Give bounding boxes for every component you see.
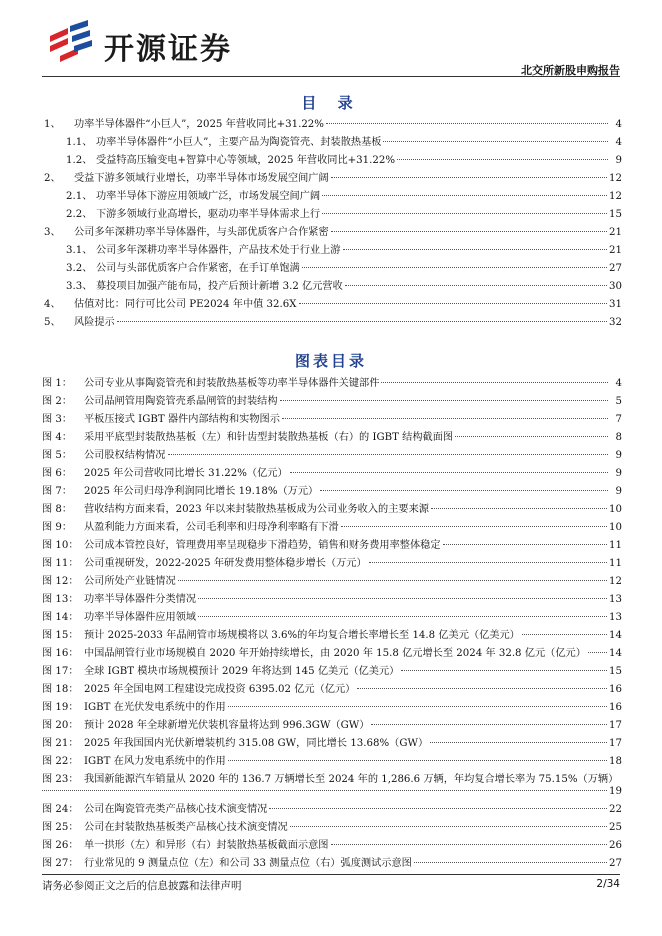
- dot-leader: [430, 742, 607, 743]
- figure-entry-number: 图 10：: [42, 540, 79, 551]
- figure-entry-number: 图 21：: [42, 738, 79, 749]
- figure-entry[interactable]: [42, 500, 622, 518]
- dot-leader: [198, 616, 607, 617]
- figure-list: [42, 374, 622, 872]
- figure-entry-text: 采用平底型封装散热基板（左）和针齿型封装散热基板（右）的 IGBT 结构截面图: [84, 432, 454, 443]
- figure-entry-page: 26: [609, 840, 622, 851]
- dot-leader: [280, 400, 608, 401]
- toc-entry[interactable]: [42, 133, 622, 151]
- dot-leader: [117, 321, 607, 322]
- dot-leader: [431, 508, 607, 509]
- toc-entry[interactable]: [42, 277, 622, 295]
- figure-entry-text: 预计 2028 年全球新增光伏装机容量将达到 996.3GW（GW）: [84, 720, 370, 731]
- figure-entry[interactable]: [42, 716, 622, 734]
- toc-entry-number: 2、: [44, 173, 61, 184]
- dot-leader: [178, 580, 607, 581]
- figure-entry-page: 14: [609, 648, 622, 659]
- dot-leader: [302, 267, 607, 268]
- figure-entry-text: 公司在封装散热基板类产品核心技术演变情况: [84, 822, 288, 833]
- dot-leader: [42, 790, 607, 791]
- toc-entry-page: 32: [609, 317, 622, 328]
- figure-entry-page: 19: [609, 786, 622, 797]
- toc-entry-text: 受益特高压输变电+智算中心等领域，2025 年营收同比+31.22%: [96, 155, 396, 166]
- figure-entry-text: 公司重视研发，2022-2025 年研发费用整体稳步增长（万元）: [84, 558, 367, 569]
- figure-entry-text: 2025 年我国国内光伏新增装机约 315.08 GW，同比增长 13.68%（GW）: [84, 738, 429, 749]
- figure-entry-page: 9: [615, 450, 622, 461]
- figure-entry-page: 13: [609, 594, 622, 605]
- logo-mark-icon: [46, 20, 94, 64]
- toc-entry-number: 3.3、: [66, 281, 93, 292]
- dot-leader: [322, 195, 607, 196]
- figure-entry[interactable]: [42, 536, 622, 554]
- figure-entry-text: 功率半导体器件应用领域: [84, 612, 197, 623]
- page-header: [0, 0, 662, 80]
- figure-entry[interactable]: [42, 770, 622, 800]
- toc-entry-text: 风险提示: [74, 317, 115, 328]
- figure-entry-page: 9: [615, 468, 622, 479]
- figure-entry-text: 2025 年公司营收同比增长 31.22%（亿元）: [84, 468, 288, 479]
- figure-entry-number: 图 27：: [42, 858, 79, 869]
- toc-entry-number: 2.1、: [66, 191, 93, 202]
- figure-entry-number: 图 5：: [42, 450, 73, 461]
- figure-entry-page: 13: [609, 612, 622, 623]
- toc-entry-number: 3、: [44, 227, 61, 238]
- toc-entry-page: 15: [609, 209, 622, 220]
- figure-entry-page: 8: [615, 432, 622, 443]
- toc-entry-page: 12: [609, 173, 622, 184]
- toc-entry-number: 1.1、: [66, 137, 93, 148]
- figure-entry-number: 图 2：: [42, 396, 73, 407]
- figure-entry-text: 行业常见的 9 测量点位（左）和公司 33 测量点位（右）弧度测试示意图: [84, 858, 412, 869]
- figure-entry[interactable]: [42, 800, 622, 818]
- figure-entry-text: IGBT 在光伏发电系统中的作用: [84, 702, 226, 713]
- dot-leader: [331, 177, 607, 178]
- toc-entry-page: 4: [615, 137, 622, 148]
- figure-entry[interactable]: [42, 446, 622, 464]
- header-divider: [42, 76, 620, 77]
- toc-entry-number: 3.1、: [66, 245, 93, 256]
- toc-entry[interactable]: [42, 241, 622, 259]
- figure-entry-number: 图 8：: [42, 504, 73, 515]
- figure-entry[interactable]: [42, 608, 622, 626]
- dot-leader: [320, 490, 608, 491]
- toc-entry-page: 4: [615, 119, 622, 130]
- figure-entry-number: 图 13：: [42, 594, 79, 605]
- report-type-label: 北交所新股申购报告: [521, 64, 620, 77]
- figure-entry[interactable]: [42, 734, 622, 752]
- figure-entry-number: 图 1：: [42, 378, 73, 389]
- figure-entry-page: 9: [615, 486, 622, 497]
- toc-entry[interactable]: [42, 223, 622, 241]
- figure-entry-text: 公司股权结构情况: [84, 450, 166, 461]
- dot-leader: [269, 808, 607, 809]
- figure-entry-text: 2025 年公司归母净利润同比增长 19.18%（万元）: [84, 486, 319, 497]
- figure-entry-text: 公司在陶瓷管壳类产品核心技术演变情况: [84, 804, 268, 815]
- dot-leader: [383, 141, 608, 142]
- figure-entry-text: 公司专业从事陶瓷管壳和封装散热基板等功率半导体器件关键部件: [84, 378, 380, 389]
- toc-entry-page: 21: [609, 227, 622, 238]
- toc-entry-number: 5、: [44, 317, 61, 328]
- toc-entry-text: 下游多领域行业高增长，驱动功率半导体需求上行: [96, 209, 321, 220]
- company-logo: [46, 20, 276, 67]
- figure-entry[interactable]: [42, 392, 622, 410]
- figure-entry[interactable]: [42, 662, 622, 680]
- figure-entry-text: 预计 2025-2033 年晶闸管市场规模将以 3.6%的年均复合增长率增长至 14.8 亿美元（亿美元）: [84, 630, 520, 641]
- dot-leader: [397, 159, 608, 160]
- toc-entry-number: 3.2、: [66, 263, 93, 274]
- dot-leader: [326, 123, 608, 124]
- dot-leader: [371, 724, 607, 725]
- figure-entry-number: 图 24：: [42, 804, 79, 815]
- figure-entry-text: 我国新能源汽车销量从 2020 年的 136.7 万辆增长至 2024 年的 1,286.6 万辆，年均复合增长率为 75.15%（万辆）: [84, 774, 619, 785]
- figure-entry-number: 图 18：: [42, 684, 79, 695]
- toc-entry[interactable]: [42, 259, 622, 277]
- figure-entry[interactable]: [42, 590, 622, 608]
- figure-entry[interactable]: [42, 854, 622, 872]
- toc-entry[interactable]: [42, 295, 622, 313]
- dot-leader: [369, 562, 607, 563]
- dot-leader: [228, 706, 607, 707]
- figure-entry-number: 图 12：: [42, 576, 79, 587]
- figure-entry-number: 图 26：: [42, 840, 79, 851]
- figure-entry-page: 12: [609, 576, 622, 587]
- figure-entry-page: 10: [609, 504, 622, 515]
- figure-entry-page: 16: [609, 684, 622, 695]
- figure-entry[interactable]: [42, 644, 622, 662]
- company-name: 开源证券: [104, 32, 232, 67]
- toc-entry[interactable]: [42, 115, 622, 133]
- figure-entry-page: 15: [609, 666, 622, 677]
- dot-leader: [443, 544, 607, 545]
- toc-entry-number: 2.2、: [66, 209, 93, 220]
- toc-entry-text: 公司多年深耕功率半导体器件，与头部优质客户合作紧密: [74, 227, 329, 238]
- figure-entry-page: 4: [615, 378, 622, 389]
- figure-entry-page: 7: [615, 414, 622, 425]
- figure-list-title: 图表目录: [294, 352, 367, 370]
- figure-entry-number: 图 19：: [42, 702, 79, 713]
- dot-leader: [341, 526, 607, 527]
- dot-leader: [282, 418, 608, 419]
- figure-entry[interactable]: [42, 836, 622, 854]
- figure-entry[interactable]: [42, 752, 622, 770]
- figure-entry-text: 单一拱形（左）和异形（右）封装散热基板截面示意图: [84, 840, 329, 851]
- dot-leader: [455, 436, 608, 437]
- figure-entry-number: 图 16：: [42, 648, 79, 659]
- toc-entry-text: 受益下游多领域行业增长，功率半导体市场发展空间广阔: [74, 173, 329, 184]
- figure-entry[interactable]: [42, 464, 622, 482]
- figure-entry-number: 图 9：: [42, 522, 73, 533]
- dot-leader: [322, 213, 607, 214]
- toc-entry[interactable]: [42, 151, 622, 169]
- page-number: 2/34: [596, 878, 620, 890]
- figure-entry[interactable]: [42, 818, 622, 836]
- figure-entry[interactable]: [42, 428, 622, 446]
- toc-entry-text: 估值对比：同行可比公司 PE2024 年中值 32.6X: [74, 299, 297, 310]
- figure-entry-text: 营收结构方面来看，2023 年以来封装散热基板成为公司业务收入的主要来源: [84, 504, 429, 515]
- dot-leader: [290, 826, 607, 827]
- figure-entry-text: 公司成本管控良好，管理费用率呈现稳步下滑趋势，销售和财务费用率整体稳定: [84, 540, 441, 551]
- figure-entry-number: 图 4：: [42, 432, 73, 443]
- toc-entry-number: 1.2、: [66, 155, 93, 166]
- dot-leader: [343, 249, 608, 250]
- figure-entry[interactable]: [42, 374, 622, 392]
- dot-leader: [228, 760, 607, 761]
- dot-leader: [290, 472, 608, 473]
- dot-leader: [331, 844, 608, 845]
- figure-entry-text: 中国晶闸管行业市场规模自 2020 年开始持续增长，由 2020 年 15.8 亿元增长至 2024 年 32.8 亿元（亿元）: [84, 648, 586, 659]
- toc-entry-page: 9: [615, 155, 622, 166]
- figure-entry-page: 18: [609, 756, 622, 767]
- figure-entry-text: 功率半导体器件分类情况: [84, 594, 197, 605]
- toc-entry-number: 4、: [44, 299, 61, 310]
- figure-entry-page: 25: [609, 822, 622, 833]
- toc-entry-text: 功率半导体器件“小巨人”，2025 年营收同比+31.22%: [74, 119, 324, 130]
- figure-entry[interactable]: [42, 554, 622, 572]
- figure-entry-number: 图 3：: [42, 414, 73, 425]
- figure-entry-page: 16: [609, 702, 622, 713]
- figure-entry-text: 全球 IGBT 模块市场规模预计 2029 年将达到 145 亿美元（亿美元）: [84, 666, 400, 677]
- toc-entry-page: 12: [609, 191, 622, 202]
- toc-entry-page: 27: [609, 263, 622, 274]
- figure-entry[interactable]: [42, 482, 622, 500]
- figure-entry[interactable]: [42, 698, 622, 716]
- dot-leader: [357, 688, 607, 689]
- dot-leader: [299, 303, 608, 304]
- toc-entry-text: 功率半导体下游应用领域广泛，市场发展空间广阔: [96, 191, 321, 202]
- figure-entry-text: 公司所处产业链情况: [84, 576, 176, 587]
- figure-entry-number: 图 25：: [42, 822, 79, 833]
- figure-entry-number: 图 23：: [42, 774, 79, 785]
- dot-leader: [345, 285, 607, 286]
- figure-entry-page: 17: [609, 738, 622, 749]
- toc-entry-page: 30: [609, 281, 622, 292]
- toc-title: 目 录: [301, 94, 361, 112]
- dot-leader: [588, 652, 607, 653]
- figure-entry[interactable]: [42, 680, 622, 698]
- toc-entry-text: 募投项目加强产能布局，投产后预计新增 3.2 亿元营收: [96, 281, 343, 292]
- figure-entry-text: 公司晶闸管用陶瓷管壳系晶闸管的封装结构: [84, 396, 278, 407]
- toc-entry-page: 31: [609, 299, 622, 310]
- figure-entry[interactable]: [42, 410, 622, 428]
- footer-disclaimer: 请务必参阅正文之后的信息披露和法律声明: [42, 880, 242, 892]
- dot-leader: [168, 454, 609, 455]
- figure-entry-text: 2025 年全国电网工程建设完成投资 6395.02 亿元（亿元）: [84, 684, 356, 695]
- toc-entry-number: 1、: [44, 119, 61, 130]
- figure-entry-page: 27: [609, 858, 622, 869]
- figure-entry-page: 17: [609, 720, 622, 731]
- toc-entry-text: 公司与头部优质客户合作紧密，在手订单饱满: [96, 263, 300, 274]
- dot-leader: [331, 231, 607, 232]
- figure-entry-page: 22: [609, 804, 622, 815]
- figure-entry-number: 图 20：: [42, 720, 79, 731]
- figure-entry[interactable]: [42, 518, 622, 536]
- figure-entry-number: 图 11：: [42, 558, 79, 569]
- toc-entry[interactable]: [42, 313, 622, 331]
- figure-entry-page: 11: [609, 540, 622, 551]
- figure-entry-text: IGBT 在风力发电系统中的作用: [84, 756, 226, 767]
- figure-entry-text: 平板压接式 IGBT 器件内部结构和实物图示: [84, 414, 280, 425]
- figure-entry-number: 图 7：: [42, 486, 73, 497]
- toc-entry[interactable]: [42, 205, 622, 223]
- figure-entry-number: 图 14：: [42, 612, 79, 623]
- toc-entry[interactable]: [42, 187, 622, 205]
- figure-entry-page: 10: [609, 522, 622, 533]
- toc-entry-text: 公司多年深耕功率半导体器件，产品技术处于行业上游: [96, 245, 341, 256]
- figure-entry-page: 11: [609, 558, 622, 569]
- figure-entry-page: 5: [615, 396, 622, 407]
- toc-entry[interactable]: [42, 169, 622, 187]
- figure-entry-number: 图 15：: [42, 630, 79, 641]
- toc-entry-text: 功率半导体器件“小巨人”，主要产品为陶瓷管壳、封装散热基板: [96, 137, 382, 148]
- figure-entry-number: 图 6：: [42, 468, 73, 479]
- figure-entry[interactable]: [42, 572, 622, 590]
- toc-entry-page: 21: [609, 245, 622, 256]
- footer-divider: [42, 874, 620, 875]
- figure-entry-number: 图 22：: [42, 756, 79, 767]
- dot-leader: [198, 598, 607, 599]
- figure-entry[interactable]: [42, 626, 622, 644]
- dot-leader: [414, 862, 607, 863]
- figure-entry-number: 图 17：: [42, 666, 79, 677]
- figure-entry-page: 14: [609, 630, 622, 641]
- figure-entry-text: 从盈利能力方面来看，公司毛利率和归母净利率略有下滑: [84, 522, 339, 533]
- dot-leader: [522, 634, 607, 635]
- dot-leader: [401, 670, 607, 671]
- dot-leader: [381, 382, 608, 383]
- table-of-contents: [42, 115, 622, 331]
